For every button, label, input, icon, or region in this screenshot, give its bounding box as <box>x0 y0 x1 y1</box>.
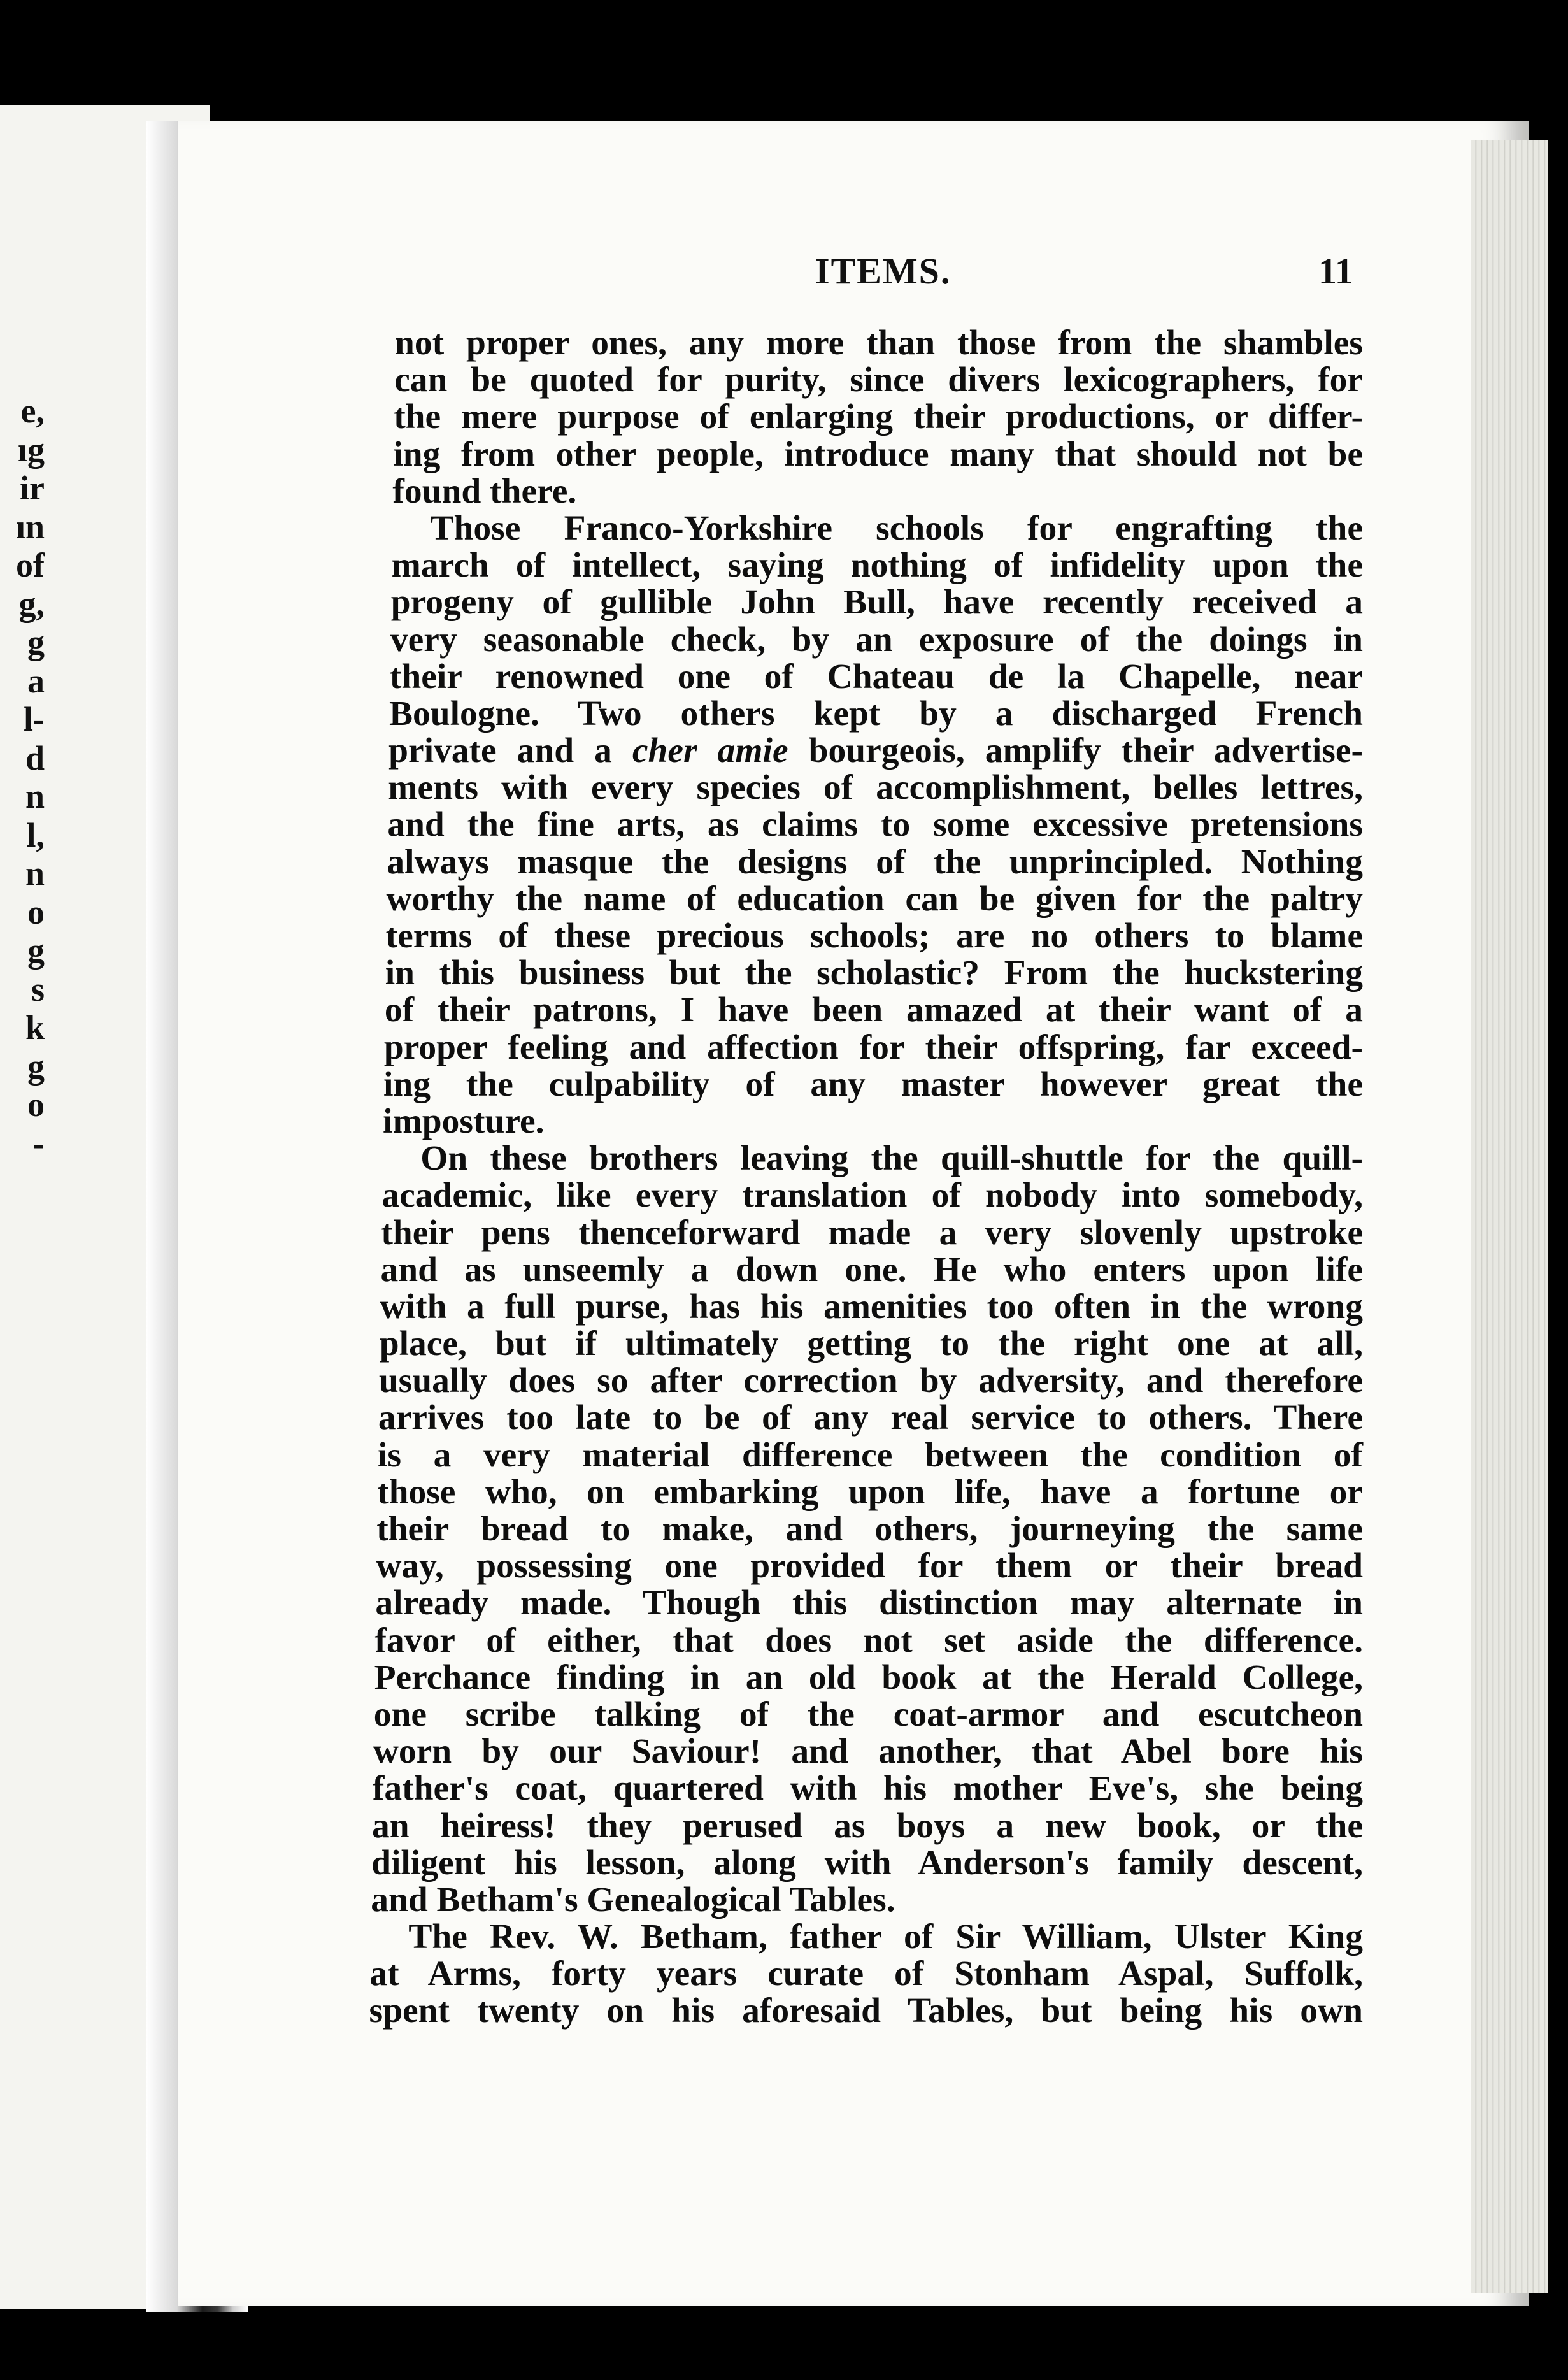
text-line: terms of these precious schools; are no others to blame <box>385 917 1363 956</box>
left-page-fragment: a <box>27 661 45 700</box>
text-line: at Arms, forty years curate of Stonham Aspal, Suffolk, <box>369 1954 1363 1994</box>
text-line: already made. Though this distinction may alternate in <box>375 1584 1363 1623</box>
text-line: and the fine arts, as claims to some excessive pretensions <box>387 805 1363 845</box>
body-text <box>369 324 1363 2031</box>
text-line: worthy the name of education can be given for the paltry <box>386 879 1363 919</box>
left-page-fragment: ın <box>15 507 45 546</box>
text-line: spent twenty on his aforesaid Tables, but being his own <box>369 1991 1363 2031</box>
left-page-fragment: g <box>27 1047 45 1086</box>
text-line: progeny of gullible John Bull, have recently received a <box>390 583 1363 622</box>
text-line: ing from other people, introduce many that should not be <box>393 434 1363 474</box>
left-page-fragment: e, <box>20 392 45 430</box>
text-line: their renowned one of Chateau de la Chapelle, near <box>389 657 1363 696</box>
text-line: On these brothers leaving the quill-shuttle for the quill- <box>420 1139 1363 1179</box>
text-line: academic, like every translation of nobody into somebody, <box>381 1176 1363 1215</box>
text-run: private and a <box>388 731 632 771</box>
text-line: imposture. <box>383 1101 545 1141</box>
text-line: march of intellect, saying nothing of infidelity upon the <box>391 546 1363 585</box>
text-line: Those Franco-Yorkshire schools for engrafting the <box>430 508 1363 548</box>
text-line: in this business but the scholastic? From the huckstering <box>385 954 1363 993</box>
text-line: Boulogne. Two others kept by a discharged French <box>389 694 1363 733</box>
text-run: bourgeois, amplify their advertise- <box>788 731 1363 771</box>
text-line: always masque the designs of the unprincipled. Nothing <box>387 842 1363 882</box>
text-line: ing the culpability of any master however great the <box>383 1065 1363 1104</box>
left-page-fragment: s <box>31 970 45 1008</box>
left-page-fragment: n <box>25 777 45 815</box>
text-line: usually does so after correction by adversity, and therefore <box>378 1361 1363 1401</box>
left-page-fragment: o <box>27 892 45 931</box>
text-line: and as unseemly a down one. He who enters upon life <box>380 1250 1363 1289</box>
page-edge <box>1471 140 1548 2293</box>
text-line: place, but if ultimately getting to the right one at all, <box>379 1324 1363 1364</box>
left-page-fragment: g <box>27 623 45 661</box>
text-line: an heiress! they perused as boys a new book, or the <box>372 1806 1363 1846</box>
left-page-fragment: l- <box>24 700 45 738</box>
left-page-fragment: o <box>27 1086 45 1124</box>
left-page-fragment: d <box>25 738 45 777</box>
left-page-fragment: g, <box>18 584 45 623</box>
text-line: is a very material difference between the condition of <box>378 1435 1363 1475</box>
text-line: father's coat, quartered with his mother Eve's, she being <box>372 1769 1363 1809</box>
text-line: their pens thenceforward made a very slovenly upstroke <box>381 1213 1363 1252</box>
text-line: ments with every species of accomplishment, belles lettres, <box>388 768 1363 808</box>
text-line: Perchance finding in an old book at the Herald College, <box>374 1658 1363 1697</box>
text-line: one scribe talking of the coat-armor and escutcheon <box>373 1695 1363 1734</box>
text-line: of their patrons, I have been amazed at their want of a <box>384 991 1363 1030</box>
text-line: not proper ones, any more than those from the shambles <box>395 324 1363 362</box>
left-page-fragment: l, <box>26 815 45 854</box>
text-line <box>388 733 1363 770</box>
text-line: very seasonable check, by an exposure of the doings in <box>390 620 1363 659</box>
text-line: the mere purpose of enlarging their productions, or differ- <box>394 398 1363 437</box>
text-line: found there. <box>392 471 577 511</box>
text-line: worn by our Saviour! and another, that Abel bore his <box>373 1732 1363 1772</box>
text-line: way, possessing one provided for them or their bread <box>376 1547 1363 1586</box>
text-line: and Betham's Genealogical Tables. <box>371 1880 895 1919</box>
text-line: with a full purse, has his amenities too often in the wrong <box>380 1287 1363 1326</box>
left-page-fragment: n <box>25 854 45 892</box>
left-page-fragment: g <box>27 931 45 970</box>
text-line: their bread to make, and others, journeying the same <box>376 1510 1363 1549</box>
left-page-text-fragments <box>0 392 45 1163</box>
text-line: proper feeling and affection for their offspring, far exceed- <box>383 1028 1363 1067</box>
left-page-fragment: k <box>25 1008 45 1047</box>
left-page-fragment: of <box>16 546 45 584</box>
left-page-fragment: ir <box>20 469 45 507</box>
text-line: can be quoted for purity, since divers lexicographers, for <box>394 361 1363 400</box>
text-line: The Rev. W. Betham, father of Sir William, Ulster King <box>408 1918 1363 1957</box>
page-number: 11 <box>1318 250 1353 292</box>
text-line: those who, on embarking upon life, have a fortune or <box>377 1472 1363 1512</box>
running-head: ITEMS. <box>815 250 951 292</box>
text-line: diligent his lesson, along with Anderson's family descent, <box>371 1843 1363 1882</box>
text-line: favor of either, that does not set aside the difference. <box>374 1621 1363 1660</box>
left-page-fragment: - <box>33 1124 45 1163</box>
italic-phrase: cher amie <box>632 731 788 771</box>
left-page-fragment: ıg <box>17 430 45 469</box>
text-line: arrives too late to be of any real service to others. There <box>378 1398 1363 1438</box>
